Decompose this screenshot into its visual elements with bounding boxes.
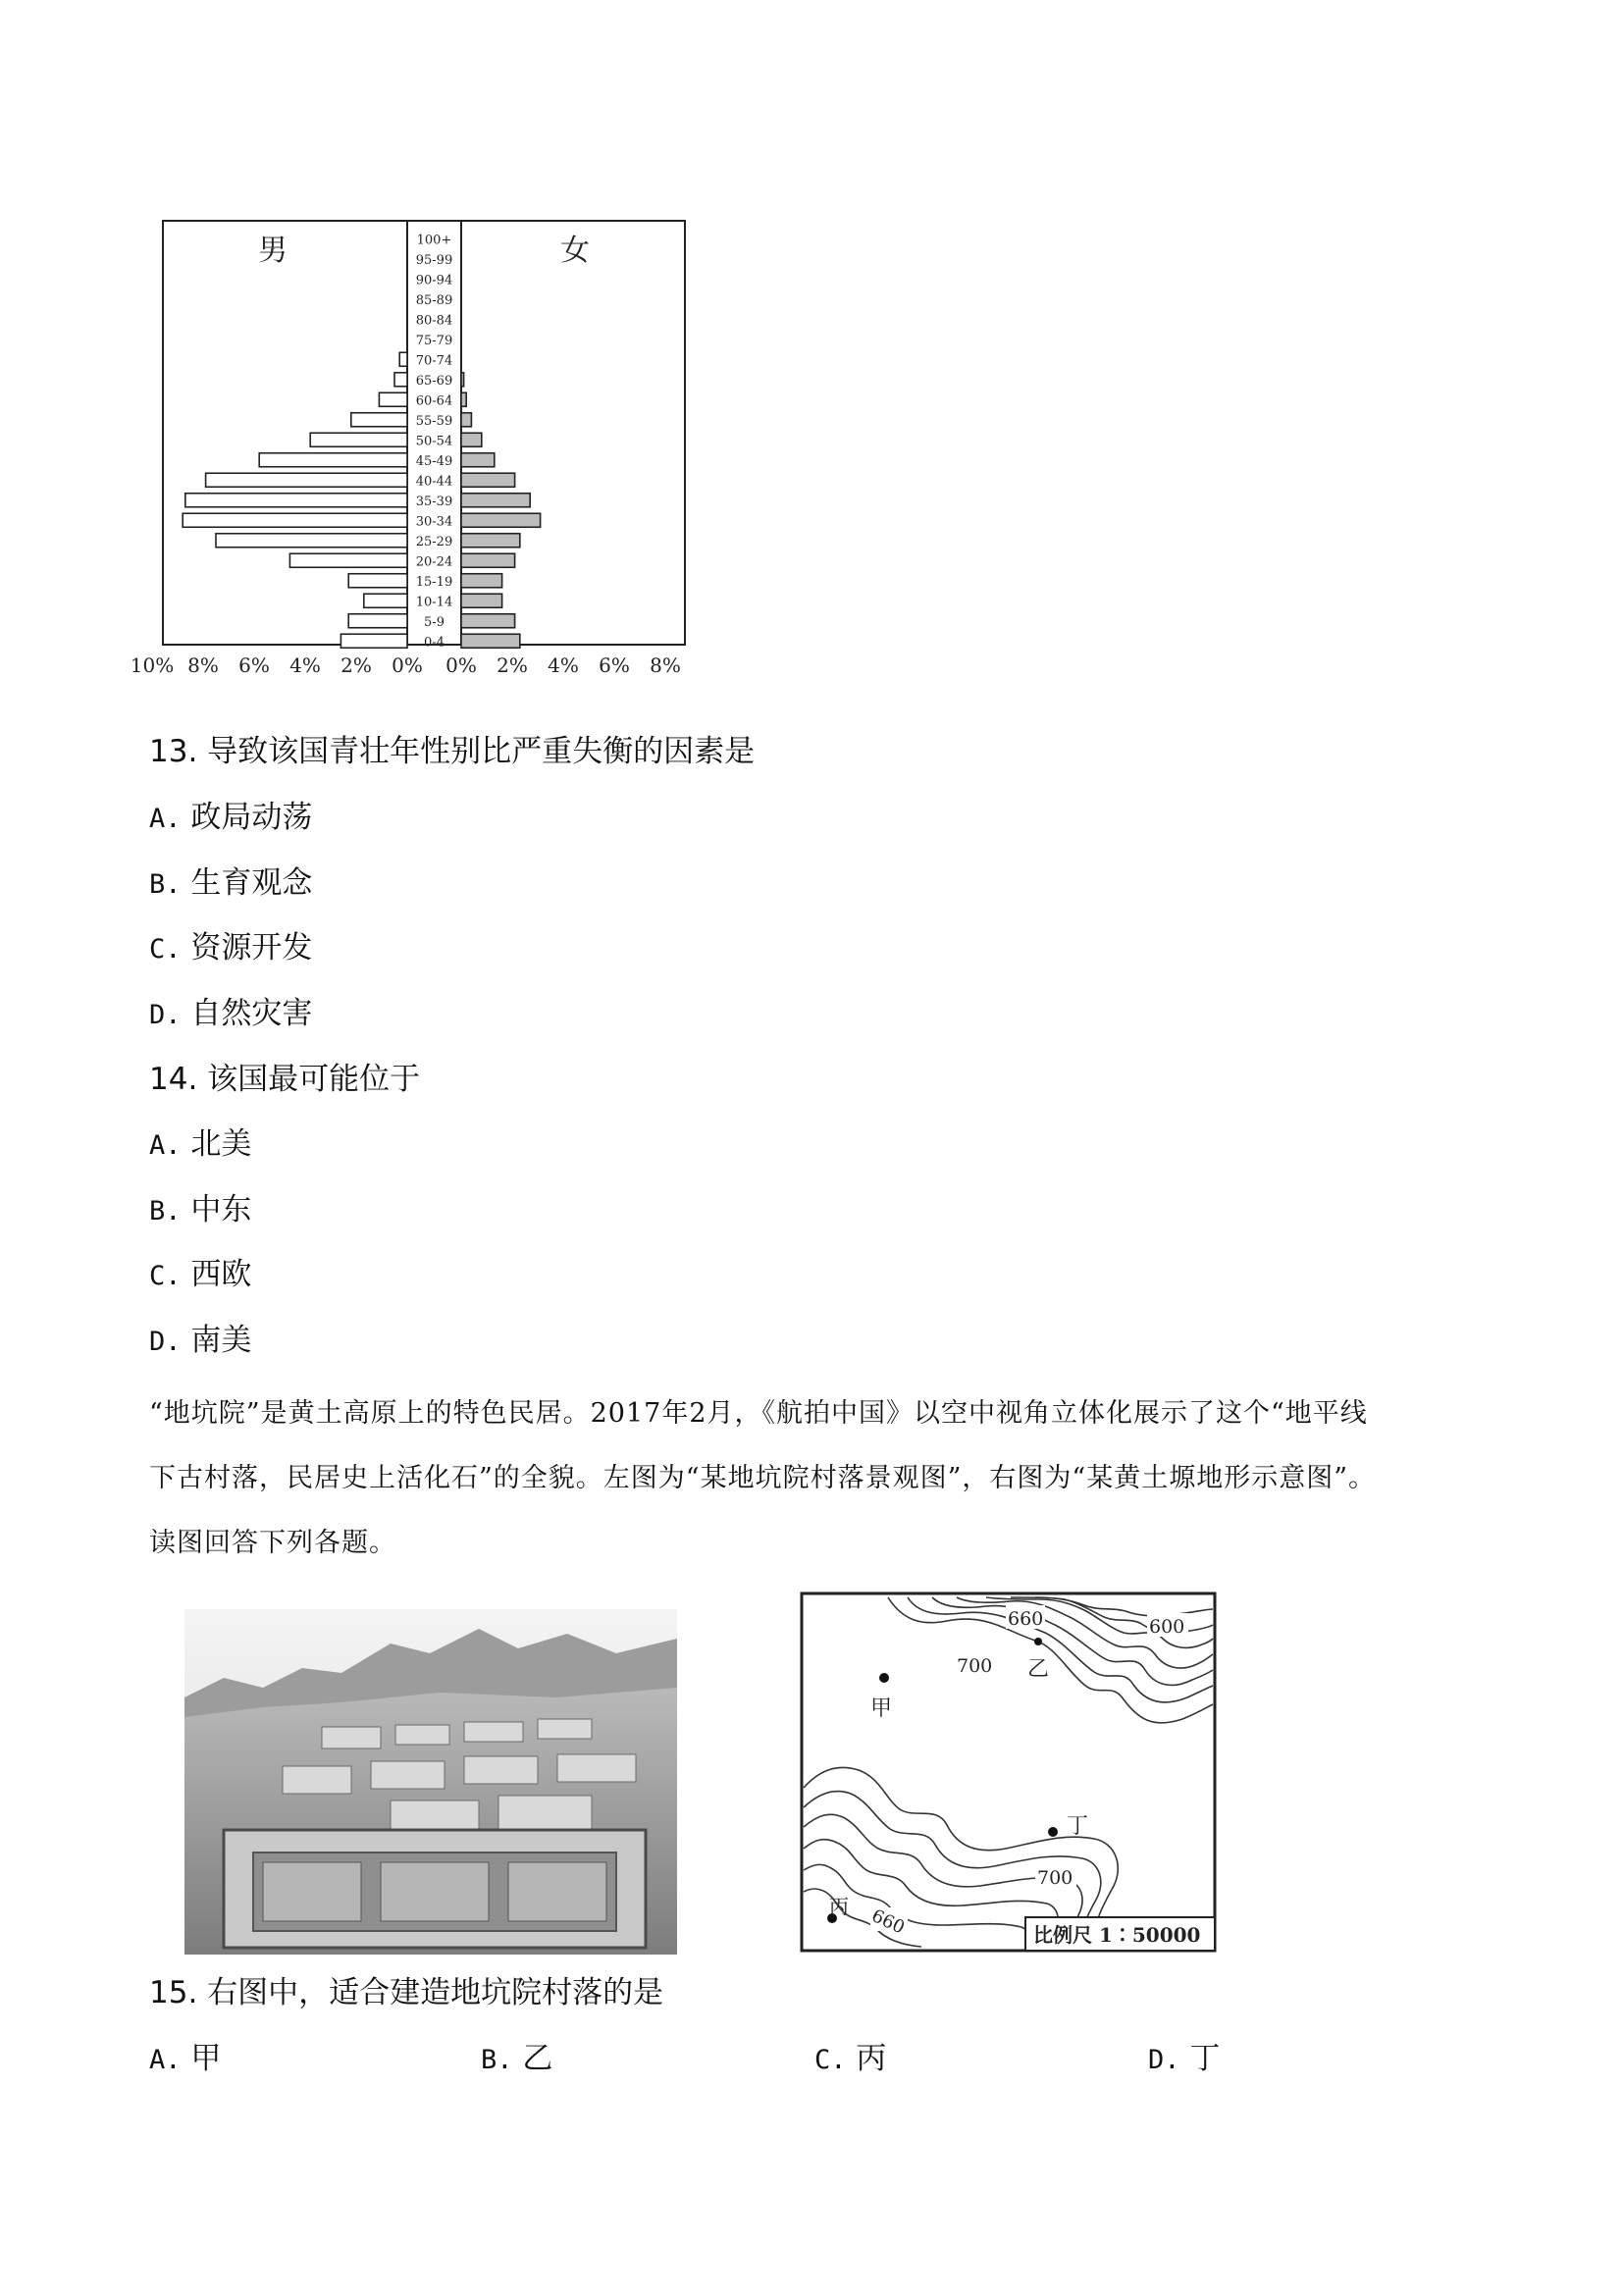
male-bar	[289, 553, 407, 567]
female-bar	[461, 534, 520, 548]
age-group-label: 65-69	[415, 373, 453, 389]
contour-label-700-top: 700	[957, 1655, 993, 1677]
age-group-label: 40-44	[415, 474, 453, 490]
age-group-label: 70-74	[415, 353, 453, 369]
female-bar	[461, 614, 515, 628]
male-bar	[348, 614, 407, 628]
loess-contour-map	[800, 1592, 1217, 1953]
x-tick-label-male: 2%	[340, 653, 372, 677]
point-jia-label: 甲	[870, 1696, 893, 1721]
age-group-label: 5-9	[424, 614, 445, 630]
female-bar	[461, 494, 530, 507]
male-bar	[310, 433, 407, 446]
option-letter: B.	[481, 2045, 513, 2075]
x-tick-label-male: 8%	[187, 653, 219, 677]
contour-label-700-bottom: 700	[1037, 1867, 1073, 1889]
passage-line-2: 下古村落，民居史上活化石”的全貌。左图为“某地坑院村落景观图”，右图为“某黄土塬地形示意图”。	[149, 1463, 1377, 1493]
option-letter: D.	[1148, 2045, 1180, 2075]
age-group-label: 0-4	[424, 635, 445, 651]
age-group-label: 30-34	[415, 514, 453, 530]
female-label: 女	[560, 234, 590, 268]
female-bar	[461, 392, 466, 406]
q15-option-c[interactable]	[814, 2041, 886, 2078]
male-bar	[364, 594, 407, 607]
dikengyuan-village-photo	[184, 1609, 677, 1955]
q13-option-a[interactable]	[149, 800, 312, 837]
age-group-label: 80-84	[415, 313, 453, 329]
population-pyramid-chart	[130, 211, 697, 702]
contour-label-660-top: 660	[1008, 1608, 1044, 1630]
option-text: 中东	[190, 1192, 252, 1227]
option-text: 北美	[190, 1126, 252, 1162]
male-label: 男	[258, 234, 288, 268]
female-bar	[461, 473, 515, 487]
age-group-label: 15-19	[415, 574, 453, 590]
q13-option-b[interactable]	[149, 865, 312, 903]
q13-option-c[interactable]	[149, 930, 312, 967]
option-letter: C.	[814, 2045, 847, 2075]
age-group-label: 45-49	[415, 453, 453, 469]
option-letter: C.	[149, 1261, 182, 1291]
q13-option-d[interactable]	[149, 996, 312, 1033]
option-text: 生育观念	[190, 865, 313, 901]
option-text: 南美	[190, 1323, 252, 1358]
q15-option-b[interactable]	[481, 2041, 552, 2078]
option-letter: B.	[149, 869, 182, 900]
q14-option-c[interactable]	[149, 1257, 251, 1294]
x-tick-label-female: 4%	[548, 653, 579, 677]
q14-stem: 14. 该国最可能位于	[149, 1062, 421, 1097]
male-bar	[206, 473, 407, 487]
option-letter: A.	[149, 804, 182, 834]
female-bar	[461, 513, 541, 527]
contour-label-600: 600	[1149, 1616, 1185, 1638]
option-text: 丁	[1189, 2041, 1221, 2076]
male-bar	[340, 634, 407, 648]
age-group-label: 60-64	[415, 393, 453, 409]
age-group-label: 55-59	[415, 413, 453, 429]
option-letter: C.	[149, 934, 182, 965]
x-tick-label-female: 2%	[497, 653, 528, 677]
male-bar	[259, 453, 407, 467]
scale-label: 比例尺 1∶50000	[1033, 1923, 1201, 1947]
q15-option-d[interactable]	[1148, 2041, 1220, 2078]
x-tick-label-female: 0%	[445, 653, 477, 677]
option-text: 资源开发	[190, 930, 313, 965]
female-bar	[461, 373, 464, 387]
x-tick-label-female: 8%	[650, 653, 681, 677]
option-text: 丙	[856, 2041, 887, 2076]
q13-stem: 13. 导致该国青壮年性别比严重失衡的因素是	[149, 734, 756, 769]
q14-option-d[interactable]	[149, 1323, 251, 1360]
option-text: 乙	[522, 2041, 553, 2076]
point-yi-marker	[1034, 1638, 1042, 1645]
passage-line-3: 读图回答下列各题。	[149, 1528, 396, 1558]
age-group-label: 95-99	[415, 252, 453, 268]
age-group-label: 75-79	[415, 333, 453, 348]
contour-label-660-bottom: 660	[868, 1905, 909, 1939]
x-tick-label-male: 10%	[130, 653, 175, 677]
female-bar	[461, 413, 471, 427]
female-bar	[461, 594, 502, 607]
q15-stem: 15. 右图中，适合建造地坑院村落的是	[149, 1975, 664, 2010]
x-tick-label-male: 6%	[238, 653, 270, 677]
x-tick-label-female: 6%	[599, 653, 630, 677]
option-letter: A.	[149, 2045, 182, 2075]
option-letter: D.	[149, 1327, 182, 1357]
male-bar	[394, 373, 407, 387]
passage-line-1: “地坑院”是黄土高原上的特色民居。2017年2月，《航拍中国》以空中视角立体化展示了这个“地平线	[149, 1398, 1368, 1429]
female-bar	[461, 433, 482, 446]
point-ding-marker	[1048, 1827, 1058, 1837]
age-group-label: 35-39	[415, 494, 453, 509]
option-text: 政局动荡	[190, 800, 313, 835]
age-group-label: 90-94	[415, 273, 453, 288]
male-bar	[183, 513, 407, 527]
age-group-label: 50-54	[415, 434, 453, 449]
option-letter: B.	[149, 1196, 182, 1226]
q14-option-b[interactable]	[149, 1192, 251, 1229]
point-ding-label: 丁	[1067, 1814, 1089, 1839]
q14-option-a[interactable]	[149, 1126, 251, 1164]
age-group-label: 20-24	[415, 554, 453, 570]
male-bar	[399, 352, 407, 366]
point-yi-label: 乙	[1027, 1657, 1050, 1682]
x-tick-label-male: 4%	[289, 653, 321, 677]
female-bar	[461, 574, 502, 588]
male-bar	[216, 534, 407, 548]
female-bar	[461, 553, 515, 567]
point-bing-label: 丙	[829, 1895, 849, 1918]
male-bar	[351, 413, 407, 427]
age-group-label: 10-14	[415, 595, 453, 610]
male-bar	[185, 494, 407, 507]
age-group-label: 25-29	[415, 534, 453, 549]
option-text: 甲	[190, 2041, 222, 2076]
age-group-label: 85-89	[415, 292, 453, 308]
male-bar	[379, 392, 407, 406]
female-bar	[461, 453, 495, 467]
option-text: 西欧	[190, 1257, 252, 1292]
option-text: 自然灾害	[190, 996, 313, 1031]
male-bar	[348, 574, 407, 588]
q15-option-a[interactable]	[149, 2041, 221, 2078]
option-letter: A.	[149, 1130, 182, 1161]
option-letter: D.	[149, 1000, 182, 1030]
female-bar	[461, 634, 520, 648]
point-jia-marker	[879, 1673, 889, 1683]
x-tick-label-male: 0%	[392, 653, 423, 677]
age-group-label: 100+	[416, 233, 452, 248]
